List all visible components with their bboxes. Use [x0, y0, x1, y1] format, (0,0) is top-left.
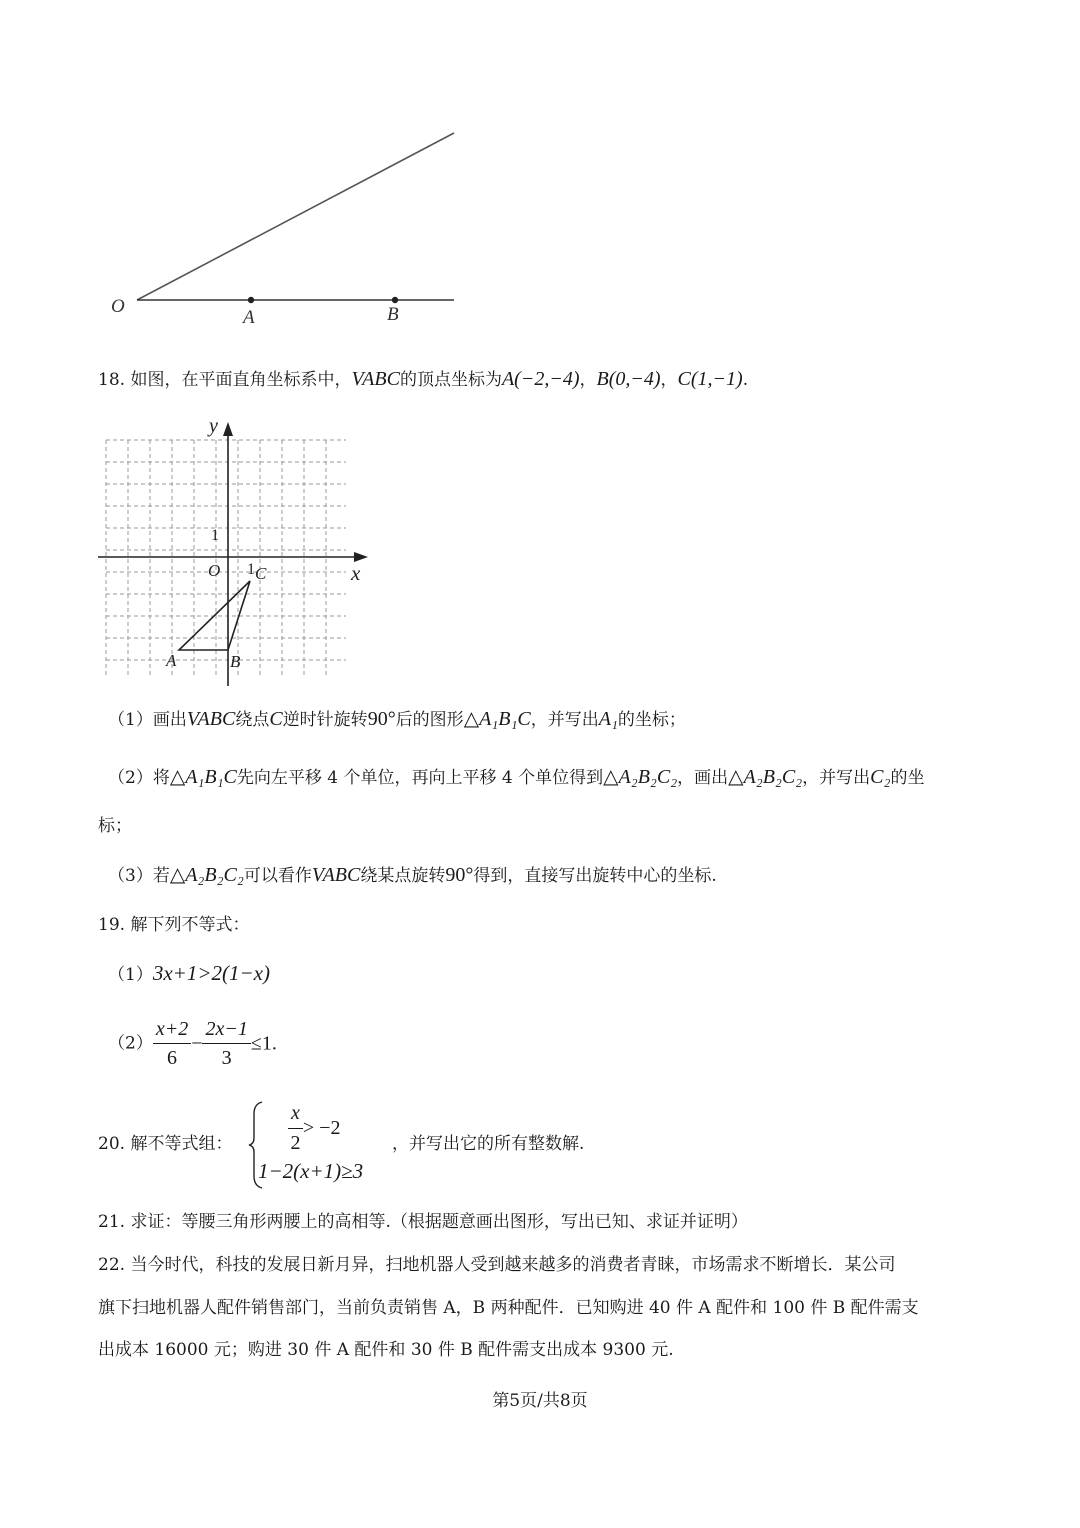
q19-p1-expression: 3x+1>2(1−x)	[152, 961, 270, 985]
q18-sep1: ，	[579, 370, 597, 390]
q18-heading	[98, 368, 748, 391]
page-footer: 第5页/共8页	[492, 1391, 588, 1411]
q22-line1-text: 当今时代，科技的发展日新月异，扫地机器人受到越来越多的消费者青睐，市场需求不断增长．某公司	[130, 1255, 896, 1275]
q18-p2-text5: 的坐	[890, 768, 925, 788]
q18-p2-text3: ，画出	[677, 768, 729, 788]
q20-inequality-2: 1−2(x+1)≥3	[258, 1159, 364, 1183]
q18-point-b: B(0,−4)	[596, 368, 661, 390]
label-x: x	[351, 561, 361, 585]
q18-p1-text3: 逆时针旋转	[282, 710, 368, 730]
label-a: A	[243, 307, 255, 328]
q18-p1-triangle: VABC	[186, 708, 236, 730]
q18-mid: 的顶点坐标为	[399, 370, 502, 390]
q18-intro: 如图，在平面直角坐标系中，	[130, 370, 352, 390]
q20-tail: ，并写出它的所有整数解.	[392, 1134, 585, 1154]
q18-p1-text4: 后的图形	[395, 710, 464, 730]
q18-p1-point-c: C	[269, 708, 283, 730]
q21	[98, 1211, 748, 1233]
coordinate-grid	[90, 412, 380, 692]
q19-f2-numerator: 2x−1	[202, 1018, 250, 1044]
q18-p2-figure2: △A₂B₂C₂	[603, 766, 678, 788]
q18-p1-angle: 90°	[367, 708, 396, 730]
q20-inequality-1-tail: > −2	[302, 1117, 341, 1139]
q21-number: 21.	[98, 1212, 126, 1232]
q18-p3-number: （3）	[108, 866, 153, 886]
label-o: O	[111, 296, 125, 317]
point-b-dot	[392, 297, 398, 303]
q18-p2-c2: C₂	[870, 766, 891, 788]
q20-inequality-1	[288, 1102, 340, 1155]
label-unit-x: 1	[247, 561, 255, 578]
q18-p2-figure: △A₁B₁C	[169, 766, 237, 788]
q18-part2	[108, 766, 924, 789]
q18-p2-text2: 先向左平移 4 个单位，再向上平移 4 个单位得到	[236, 768, 604, 788]
q18-p1-text6: 的坐标；	[617, 710, 686, 730]
q18-p1-a1: A₁	[598, 708, 618, 730]
point-a-dot	[248, 297, 254, 303]
q18-part2-cont: 标；	[98, 816, 132, 836]
label-c: C	[255, 564, 267, 583]
q18-p2-text4: ，并写出	[802, 768, 871, 788]
q19-f1-denominator: 6	[167, 1047, 178, 1069]
q19-f2-denominator: 3	[221, 1047, 232, 1069]
label-origin: O	[208, 561, 221, 580]
q22-number: 22.	[98, 1255, 126, 1275]
q18-point-c: C(1,−1)	[677, 368, 743, 390]
q18-end: .	[742, 370, 749, 390]
q18-point-a: A(−2,−4)	[501, 368, 580, 390]
q18-p1-text2: 绕点	[235, 710, 270, 730]
q18-p3-text3: 绕某点旋转	[360, 866, 446, 886]
q18-p3-text4: 得到，直接写出旋转中心的坐标.	[473, 866, 717, 886]
q19-p1-number: （1）	[108, 965, 153, 985]
q19-heading	[98, 914, 249, 936]
angle-figure	[0, 0, 1080, 340]
q19-part2	[108, 1018, 277, 1069]
q19-fraction-1	[153, 1018, 191, 1069]
q18-p1-number: （1）	[108, 710, 153, 730]
q18-p2-number: （2）	[108, 768, 153, 788]
q19-number: 19.	[98, 915, 126, 935]
q20-fraction-denominator: 2	[290, 1132, 301, 1154]
q22-line-1	[98, 1254, 895, 1276]
q22-line-3: 出成本 16000 元；购进 30 件 A 配件和 30 件 B 配件需支出成本 9300 元.	[98, 1340, 674, 1360]
q19-p2-number: （2）	[108, 1033, 153, 1054]
q20-fraction-numerator: x	[288, 1102, 303, 1129]
y-axis-arrow	[223, 422, 233, 436]
triangle-abc	[179, 581, 250, 650]
q18-part3	[108, 864, 717, 887]
q19-fraction-2	[202, 1018, 250, 1069]
q19-text: 解下列不等式：	[130, 915, 250, 935]
q21-text: 求证：等腰三角形两腰上的高相等.（根据题意画出图形，写出已知、求证并证明）	[130, 1212, 748, 1232]
label-y: y	[209, 415, 218, 437]
q18-p3-triangle: VABC	[311, 864, 361, 886]
q22-line-2: 旗下扫地机器人配件销售部门，当前负责销售 A，B 两种配件．已知购进 40 件 A 配件和 100 件 B 配件需支	[98, 1298, 919, 1318]
q19-part1	[108, 962, 270, 986]
label-b: B	[230, 652, 241, 671]
q19-p2-tail: ≤1.	[250, 1032, 277, 1055]
q18-p3-figure: △A₂B₂C₂	[169, 864, 244, 886]
q20-heading	[98, 1133, 232, 1155]
q18-p3-angle: 90°	[445, 864, 474, 886]
q18-sep2: ，	[660, 370, 678, 390]
q18-p2-figure3: △A₂B₂C₂	[728, 766, 803, 788]
q20-text: 解不等式组：	[130, 1134, 233, 1154]
label-b: B	[387, 304, 399, 325]
q18-p2-text1: 将	[152, 768, 170, 788]
q18-p1-figure: △A₁B₁C	[463, 708, 531, 730]
q18-part1	[108, 708, 686, 731]
q19-minus: −	[191, 1032, 203, 1055]
q18-p3-text2: 可以看作	[243, 866, 312, 886]
label-a: A	[166, 651, 177, 670]
q18-p1-text5: ，并写出	[530, 710, 599, 730]
grid-lines	[106, 440, 346, 676]
q20-number: 20.	[98, 1134, 126, 1154]
label-unit-y: 1	[211, 527, 219, 544]
q18-p1-text1: 画出	[152, 710, 187, 730]
q19-f1-numerator: x+2	[153, 1018, 191, 1044]
q18-triangle: VABC	[351, 368, 400, 390]
angle-ray-upper	[137, 133, 454, 300]
q18-p3-text1: 若	[152, 866, 170, 886]
q20-fraction	[288, 1102, 303, 1155]
q18-number: 18.	[98, 370, 126, 390]
